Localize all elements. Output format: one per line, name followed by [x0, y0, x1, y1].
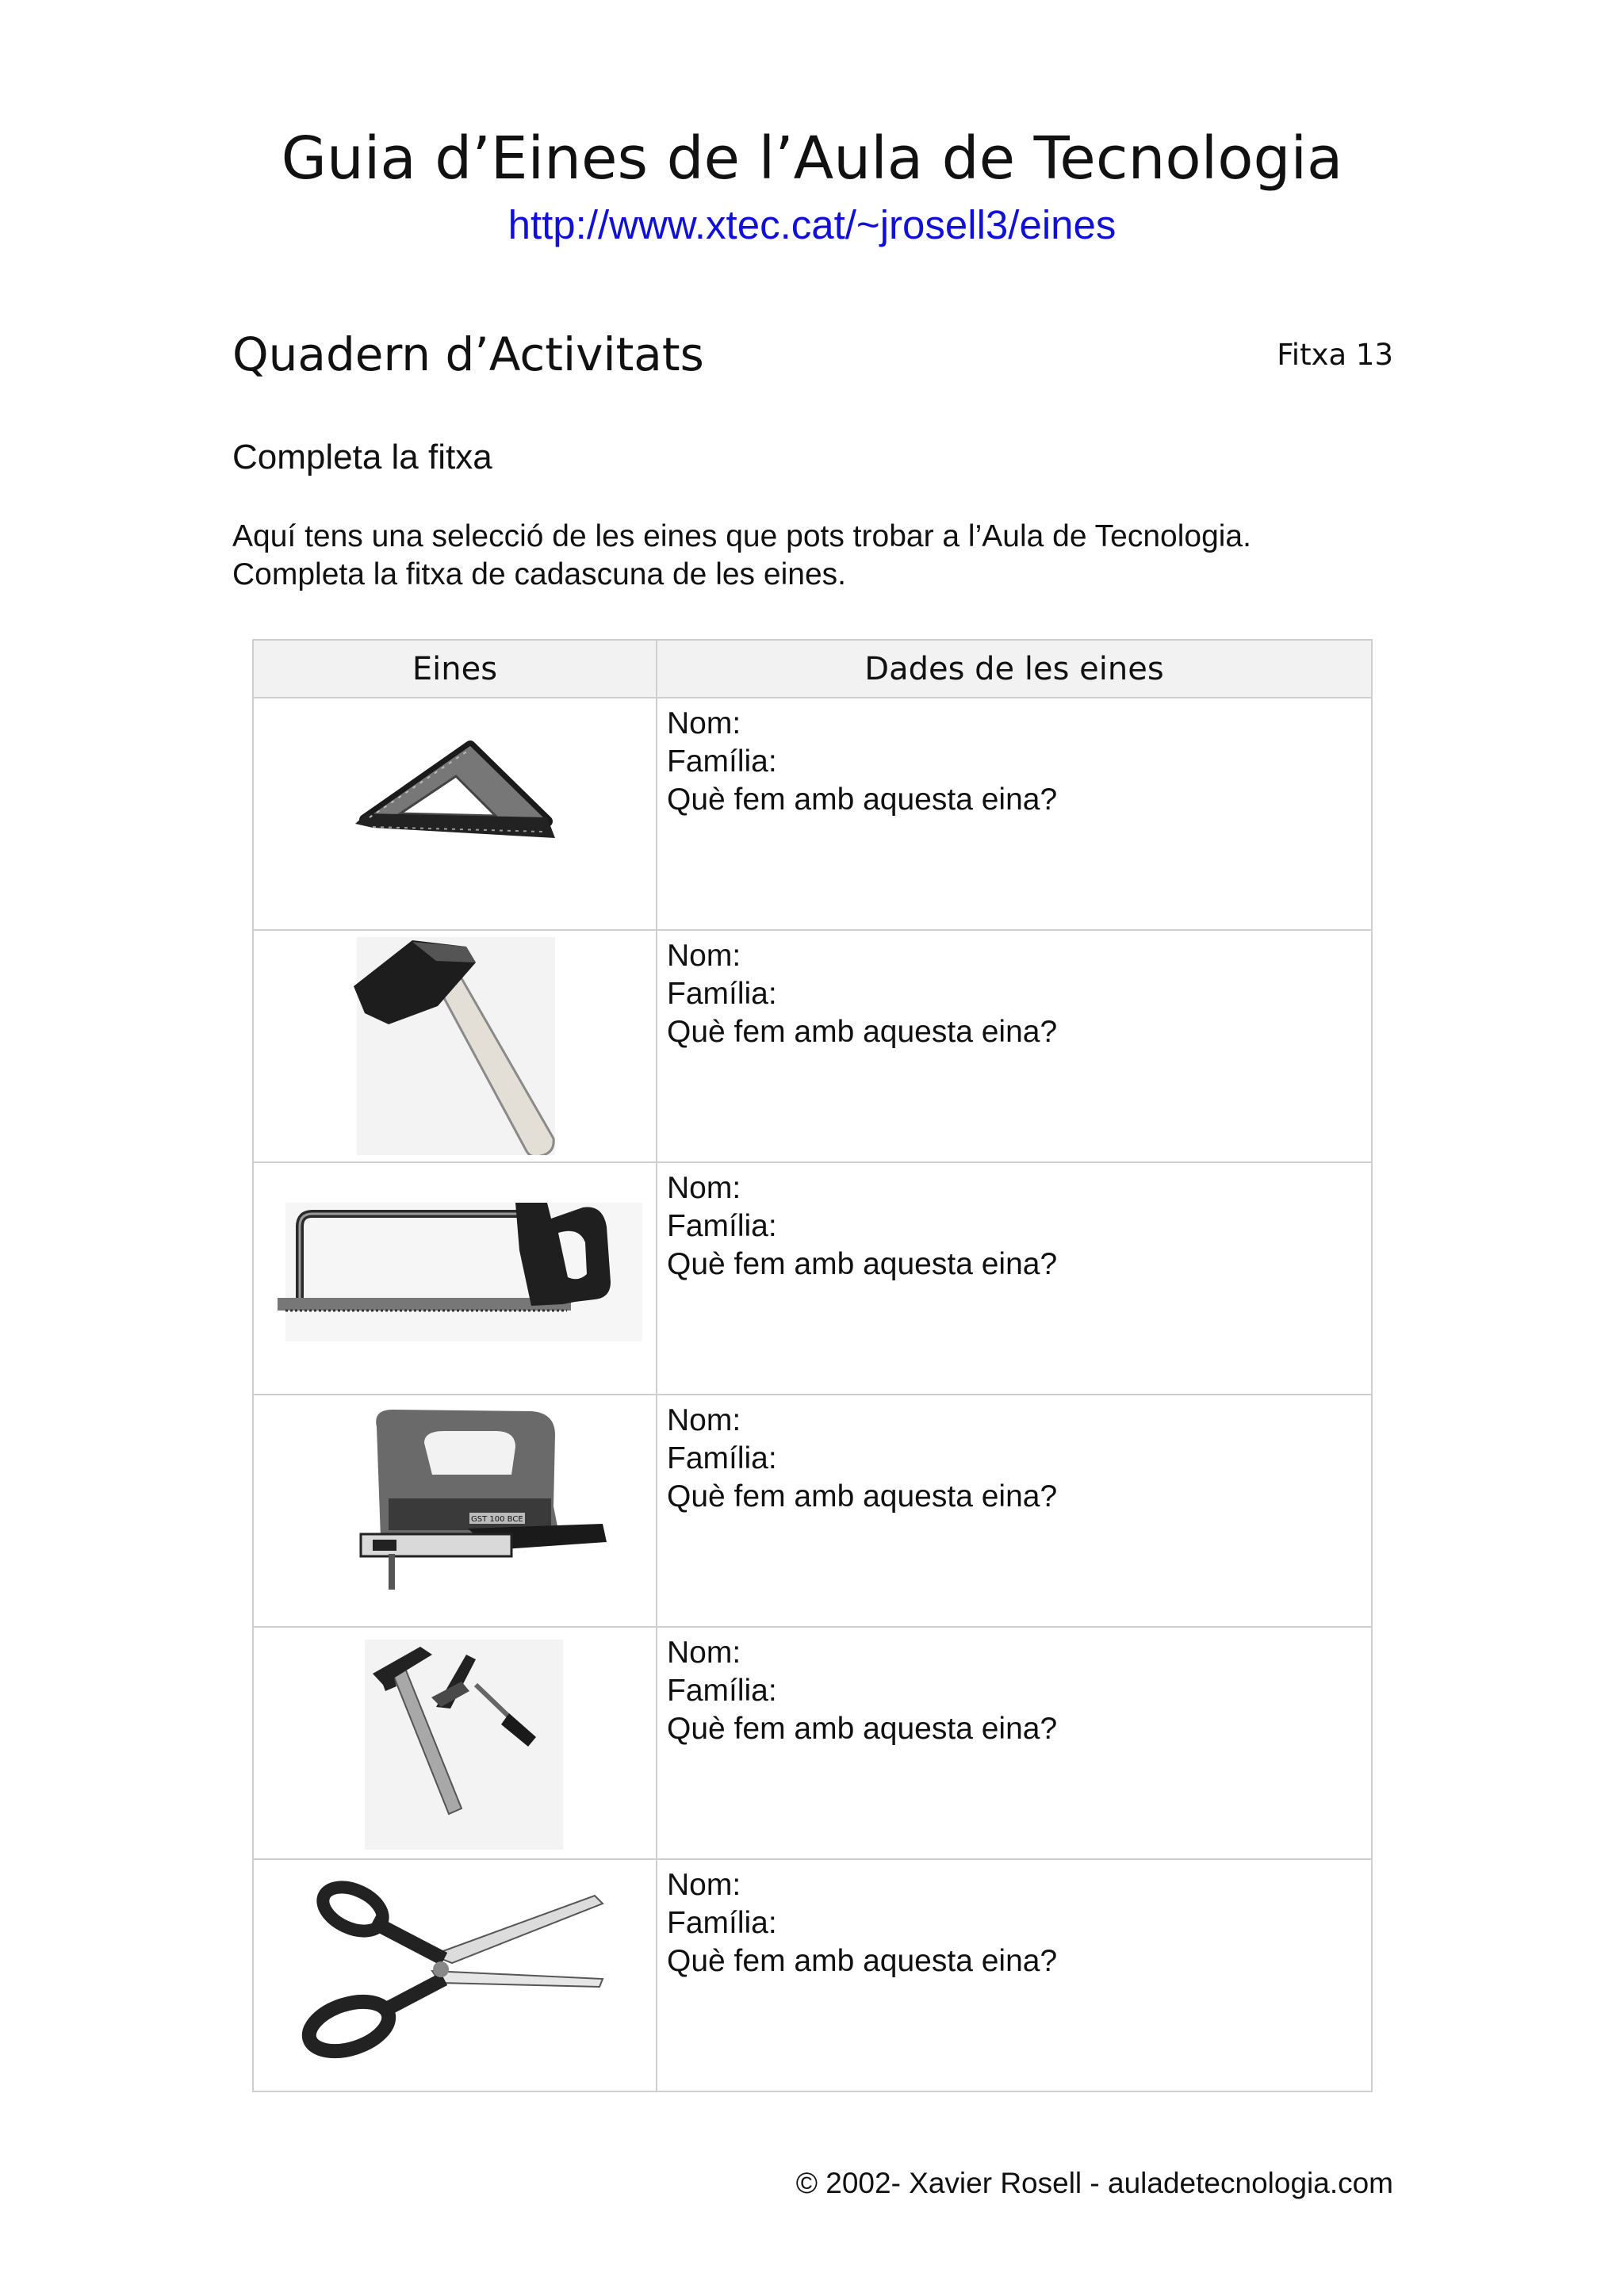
instructions-line-2: Completa la fitxa de cadascuna de les eines.: [232, 557, 846, 591]
tool-image-cell: [253, 1627, 657, 1859]
table-row: [253, 1627, 1372, 1859]
tool-data-cell: [657, 1859, 1372, 2091]
jigsaw-icon: [254, 1395, 653, 1620]
tool-data-cell: [657, 698, 1372, 930]
section-title: Quadern d’Activitats: [232, 327, 704, 381]
tool-family-label: Família:: [667, 1906, 777, 1940]
tool-usage-question: Què fem amb aquesta eina?: [667, 783, 1058, 817]
sheet-number: Fitxa 13: [1277, 338, 1393, 372]
tool-image-cell: [253, 698, 657, 930]
tool-image-cell: [253, 1162, 657, 1395]
activity-instructions: [232, 518, 1251, 594]
guide-url-link[interactable]: http://www.xtec.cat/~jrosell3/eines: [508, 202, 1116, 247]
tool-data-cell: [657, 1162, 1372, 1395]
page-title: Guia d’Eines de l’Aula de Tecnologia: [281, 124, 1343, 193]
jigsaw-model-label: GST 100 BCE: [471, 1515, 523, 1524]
tool-data-cell: [657, 1395, 1372, 1627]
header-tools: Eines: [253, 640, 657, 698]
tool-family-label: Família:: [667, 977, 777, 1011]
table-row: [253, 930, 1372, 1162]
tool-usage-question: Què fem amb aquesta eina?: [667, 1015, 1058, 1049]
tool-image-cell: [253, 1395, 657, 1627]
tool-usage-question: Què fem amb aquesta eina?: [667, 1247, 1058, 1281]
table-row: [253, 1395, 1372, 1627]
table-row: [253, 698, 1372, 930]
tool-name-label: Nom:: [667, 939, 741, 973]
tool-name-label: Nom:: [667, 1403, 741, 1437]
tool-image-cell: [253, 1859, 657, 2091]
tool-usage-question: Què fem amb aquesta eina?: [667, 1944, 1058, 1978]
table-row: [253, 1162, 1372, 1395]
instructions-line-1: Aquí tens una selecció de les eines que pots trobar a l’Aula de Tecnologia.: [232, 519, 1251, 553]
tool-data-cell: [657, 1627, 1372, 1859]
tool-name-label: Nom:: [667, 1171, 741, 1205]
scissors-icon: [254, 1860, 653, 2084]
hacksaw-icon: [254, 1163, 653, 1387]
tool-family-label: Família:: [667, 1441, 777, 1475]
tool-usage-question: Què fem amb aquesta eina?: [667, 1712, 1058, 1746]
tool-family-label: Família:: [667, 1209, 777, 1243]
table-header-row: [253, 640, 1372, 698]
tool-family-label: Família:: [667, 744, 777, 779]
tool-name-label: Nom:: [667, 1636, 741, 1670]
tool-data-cell: [657, 930, 1372, 1162]
header-tool-data: Dades de les eines: [657, 640, 1372, 698]
tool-name-label: Nom:: [667, 1868, 741, 1902]
tool-image-cell: [253, 930, 657, 1162]
table-row: [253, 1859, 1372, 2091]
hammer-icon: [254, 931, 653, 1155]
page-footer: © 2002- Xavier Rosell - auladetecnologia.com: [795, 2167, 1393, 2199]
activity-subtitle: Completa la fitxa: [232, 438, 492, 476]
tool-usage-question: Què fem amb aquesta eina?: [667, 1479, 1058, 1513]
triangle-square-icon: [254, 698, 653, 923]
tools-table: [252, 639, 1373, 2092]
tool-name-label: Nom:: [667, 706, 741, 740]
tool-family-label: Família:: [667, 1674, 777, 1708]
clamp-icon: [254, 1628, 653, 1852]
